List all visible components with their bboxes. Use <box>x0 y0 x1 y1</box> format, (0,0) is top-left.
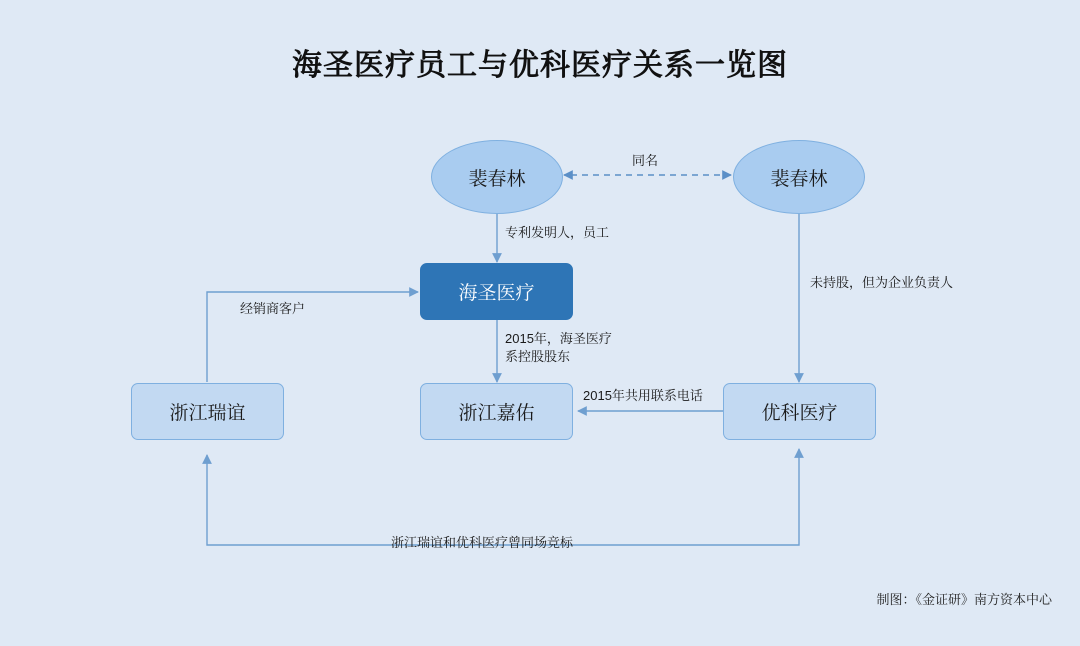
page-title: 海圣医疗员工与优科医疗关系一览图 <box>292 49 788 82</box>
edge-distributor <box>207 292 418 382</box>
node-label: 浙江嘉佑 <box>458 403 535 424</box>
node-youke[interactable] <box>723 383 876 440</box>
node-label: 优科医疗 <box>761 403 838 424</box>
node-pei-left[interactable] <box>431 140 563 214</box>
node-label: 浙江瑞谊 <box>169 403 246 424</box>
node-label: 裴春林 <box>468 168 526 190</box>
edge-label-distributor: 经销商客户 <box>240 301 306 316</box>
edge-label-co-bidding: 浙江瑞谊和优科医疗曾同场竞标 <box>391 535 574 550</box>
edge-co-bidding <box>207 449 799 545</box>
node-haisheng[interactable] <box>420 263 573 320</box>
credit-text: 制图：《金证研》南方资本中心 <box>876 592 1052 607</box>
node-zhejiang-ruiyi[interactable] <box>131 383 284 440</box>
edge-label-responsible: 未持股，但为企业负责人 <box>810 275 954 290</box>
node-pei-right[interactable] <box>733 140 865 214</box>
edge-label-controlling: 2015年，海圣医疗 系控股股东 <box>505 331 612 364</box>
edge-label-inventor: 专利发明人，员工 <box>505 225 610 240</box>
node-label: 海圣医疗 <box>458 283 535 304</box>
edge-label-shared-phone: 2015年共用联系电话 <box>583 388 703 403</box>
node-label: 裴春林 <box>770 168 828 190</box>
edge-label-same-name: 同名 <box>632 153 659 168</box>
node-zhejiang-jiayou[interactable] <box>420 383 573 440</box>
